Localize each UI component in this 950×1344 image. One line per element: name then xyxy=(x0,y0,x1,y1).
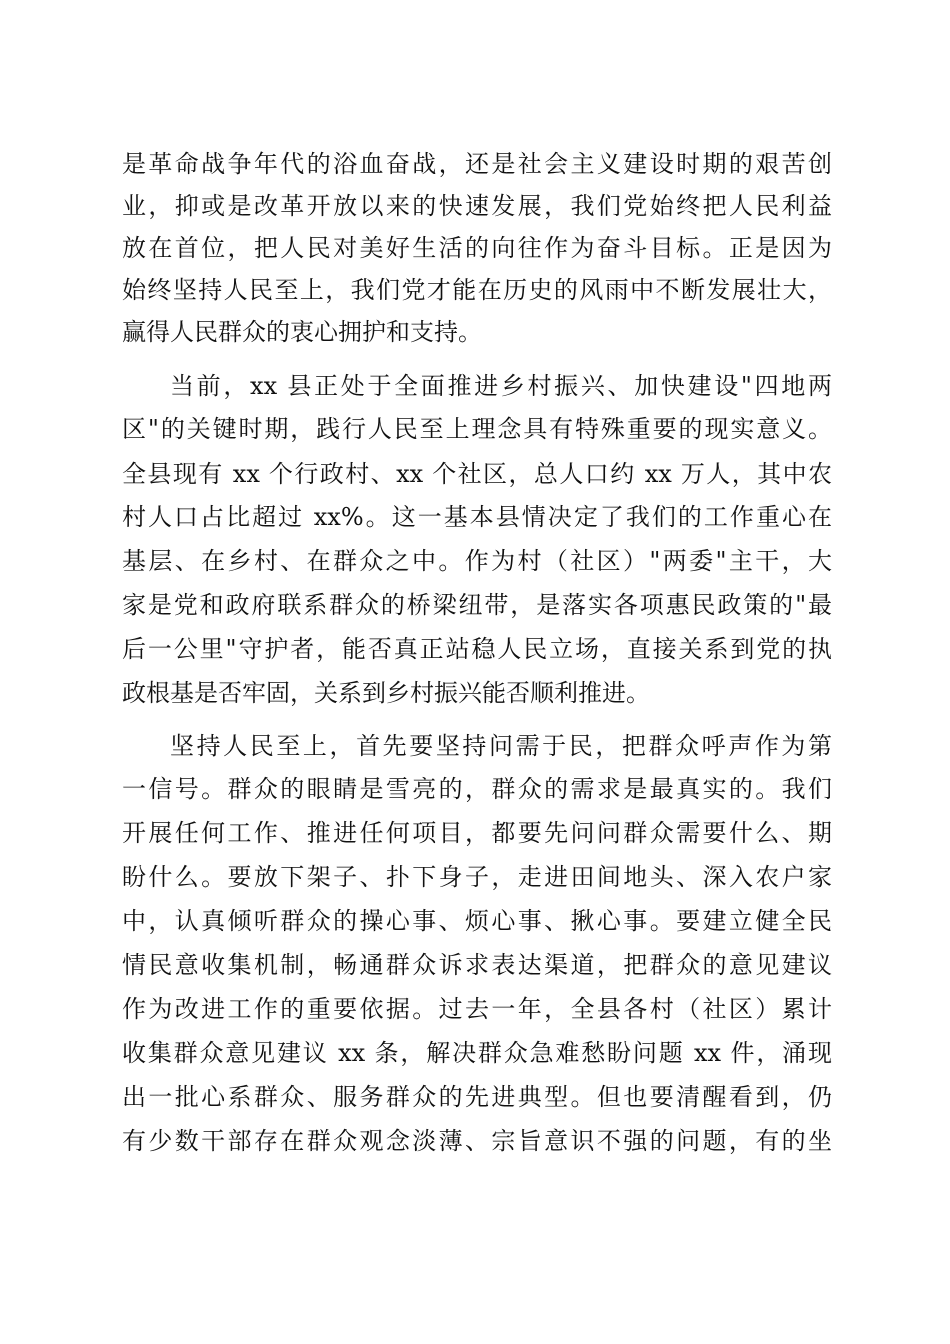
text-line: 放在首位，把人民对美好生活的向往作为奋斗目标。正是因为 xyxy=(122,234,832,262)
text-line: 赢得人民群众的衷心拥护和支持。 xyxy=(122,318,482,346)
text-line: 家是党和政府联系群众的桥梁纽带，是落实各项惠民政策的"最 xyxy=(122,591,832,619)
text-line: 业，抑或是改革开放以来的快速发展，我们党始终把人民利益 xyxy=(122,192,832,220)
text-line: 盼什么。要放下架子、扑下身子，走进田间地头、深入农户家 xyxy=(122,863,832,891)
text-line: 区"的关键时期，践行人民至上理念具有特殊重要的现实意义。 xyxy=(122,415,832,443)
text-line: 基层、在乡村、在群众之中。作为村（社区）"两委"主干，大 xyxy=(122,547,832,575)
text-line: 作为改进工作的重要依据。过去一年，全县各村（社区）累计 xyxy=(122,995,832,1023)
text-line: 开展任何工作、推进任何项目，都要先问问群众需要什么、期 xyxy=(122,819,832,847)
text-line: 全县现有 xx 个行政村、xx 个社区，总人口约 xx 万人，其中农 xyxy=(122,460,832,488)
paragraph-first-line: 坚持人民至上，首先要坚持问需于民，把群众呼声作为第 xyxy=(170,732,832,760)
text-line: 是革命战争年代的浴血奋战，还是社会主义建设时期的艰苦创 xyxy=(122,150,832,178)
text-line: 村人口占比超过 xx%。这一基本县情决定了我们的工作重心在 xyxy=(122,503,832,531)
text-line: 后一公里"守护者，能否真正站稳人民立场，直接关系到党的执 xyxy=(122,635,832,663)
paragraph-first-line: 当前，xx 县正处于全面推进乡村振兴、加快建设"四地两 xyxy=(170,372,832,400)
text-line: 政根基是否牢固，关系到乡村振兴能否顺利推进。 xyxy=(122,679,650,707)
text-line: 一信号。群众的眼睛是雪亮的，群众的需求是最真实的。我们 xyxy=(122,775,832,803)
text-line: 收集群众意见建议 xx 条，解决群众急难愁盼问题 xx 件，涌现 xyxy=(122,1039,832,1067)
text-line: 始终坚持人民至上，我们党才能在历史的风雨中不断发展壮大， xyxy=(122,276,832,304)
text-line: 出一批心系群众、服务群众的先进典型。但也要清醒看到，仍 xyxy=(122,1083,832,1111)
text-line: 情民意收集机制，畅通群众诉求表达渠道，把群众的意见建议 xyxy=(122,951,832,979)
text-line: 中，认真倾听群众的操心事、烦心事、揪心事。要建立健全民 xyxy=(122,907,832,935)
text-line: 有少数干部存在群众观念淡薄、宗旨意识不强的问题，有的坐 xyxy=(122,1127,832,1155)
